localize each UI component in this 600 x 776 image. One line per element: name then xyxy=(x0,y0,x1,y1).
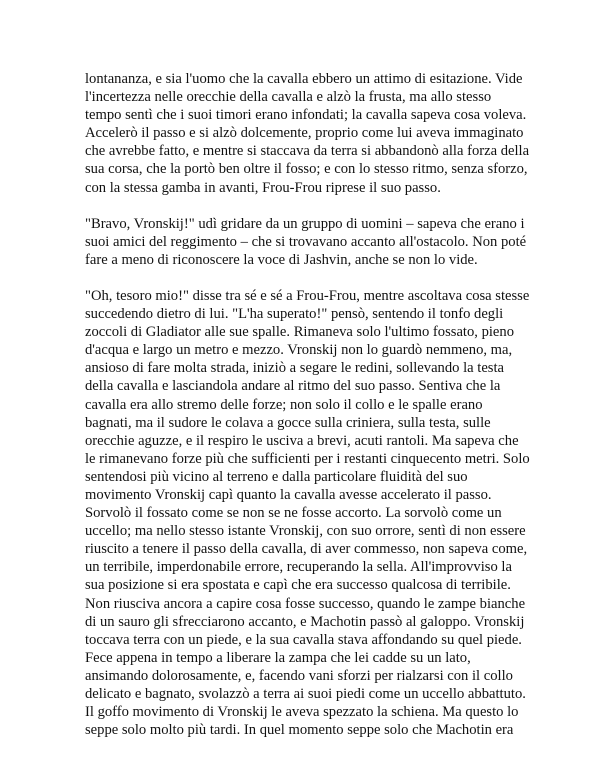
text-line: che avrebbe fatto, e mentre si staccava da terra si abbandonò alla forza della xyxy=(85,143,530,160)
text-line: fare a meno di riconoscere la voce di Jashvin, anche se non lo vide. xyxy=(85,251,478,268)
text-line: sua posizione si era spostata e capì che era successo qualcosa di terribile. xyxy=(85,577,511,594)
text-line: seppe solo molto più tardi. In quel momento seppe solo che Machotin era xyxy=(85,722,514,739)
text-line: Il goffo movimento di Vronskij le aveva spezzato la schiena. Ma questo lo xyxy=(85,704,519,721)
text-line: Sorvolò il fossato come se non se ne fosse accorto. La sorvolò come un xyxy=(85,505,502,522)
text-line: d'acqua e largo un metro e mezzo. Vronskij non lo guardò nemmeno, ma, xyxy=(85,342,513,359)
text-line: suoi amici del reggimento – che si trovavano accanto all'ostacolo. Non poté xyxy=(85,233,527,250)
paragraph-1 xyxy=(85,70,530,197)
text-line: della cavalla e lasciandola andare al ritmo del suo passo. Sentiva che la xyxy=(85,378,501,395)
text-line: le rimanevano forze più che sufficienti per i restanti cinquecento metri. Solo xyxy=(85,450,530,467)
text-line: ansimando dolorosamente, e, facendo vani sforzi per rialzarsi con il collo xyxy=(85,667,513,684)
paragraph-3 xyxy=(85,287,530,739)
text-line: di un sauro gli sfrecciarono accanto, e Machotin passò al galoppo. Vronskij xyxy=(85,613,525,630)
text-line: bagnati, ma il sudore le colava a gocce sulla criniera, sulla testa, sulle xyxy=(85,414,491,431)
text-line: tempo sentì che i suoi timori erano infondati; la cavalla sapeva cosa voleva. xyxy=(85,107,527,124)
text-line: cavalla era allo stremo delle forze; non solo il collo e le spalle erano xyxy=(85,396,483,413)
text-line: lontananza, e sia l'uomo che la cavalla ebbero un attimo di esitazione. Vide xyxy=(85,71,523,87)
text-line: "Oh, tesoro mio!" disse tra sé e sé a Frou-Frou, mentre ascoltava cosa stesse xyxy=(85,287,530,304)
text-line: ansioso di fare molta strada, iniziò a segare le redini, sollevando la testa xyxy=(85,360,505,377)
text-line: toccava terra con un piede, e la sua cavalla stava affondando su quel piede. xyxy=(85,631,522,648)
text-line: movimento Vronskij capì quanto la cavalla avesse accelerato il passo. xyxy=(85,486,492,503)
text-line: sentendosi più vicino al terreno e dalla particolare fluidità del suo xyxy=(85,468,468,485)
text-line: con la stessa gamba in avanti, Frou-Frou riprese il suo passo. xyxy=(85,179,441,196)
text-line: riuscito a tenere il passo della cavalla, di aver commesso, non sapeva come, xyxy=(85,541,528,558)
text-line: l'incertezza nelle orecchie della cavalla e alzò la frusta, ma allo stesso xyxy=(85,89,492,106)
text-line: uccello; ma nello stesso istante Vronskij, con suo orrore, sentì di non essere xyxy=(85,523,526,540)
text-line: Accelerò il passo e si alzò dolcemente, proprio come lui aveva immaginato xyxy=(85,125,524,142)
text-line: Non riusciva ancora a capire cosa fosse successo, quando le zampe bianche xyxy=(85,595,526,612)
text-column xyxy=(85,70,530,757)
paragraph-2 xyxy=(85,215,525,269)
text-line: succedendo dietro di lui. "L'ha superato!" pensò, sentendo il tonfo degli xyxy=(85,306,504,323)
text-line: orecchie aguzze, e il respiro le usciva a brevi, acuti rantoli. Ma sapeva che xyxy=(85,432,519,449)
text-line: un terribile, imperdonabile errore, recuperando la sella. All'improvviso la xyxy=(85,559,512,576)
text-line: "Bravo, Vronskij!" udì gridare da un gruppo di uomini – sapeva che erano i xyxy=(85,215,525,232)
text-line: Fece appena in tempo a liberare la zampa che lei cadde su un lato, xyxy=(85,649,471,666)
text-line: delicato e bagnato, svolazzò a terra ai suoi piedi come un uccello abbattuto. xyxy=(85,686,526,702)
text-line: sua corsa, che la portò ben oltre il fosso; e con lo stesso ritmo, senza sforzo, xyxy=(85,161,528,178)
text-line: zoccoli di Gladiator alle sue spalle. Rimaneva solo l'ultimo fossato, pieno xyxy=(85,324,514,341)
